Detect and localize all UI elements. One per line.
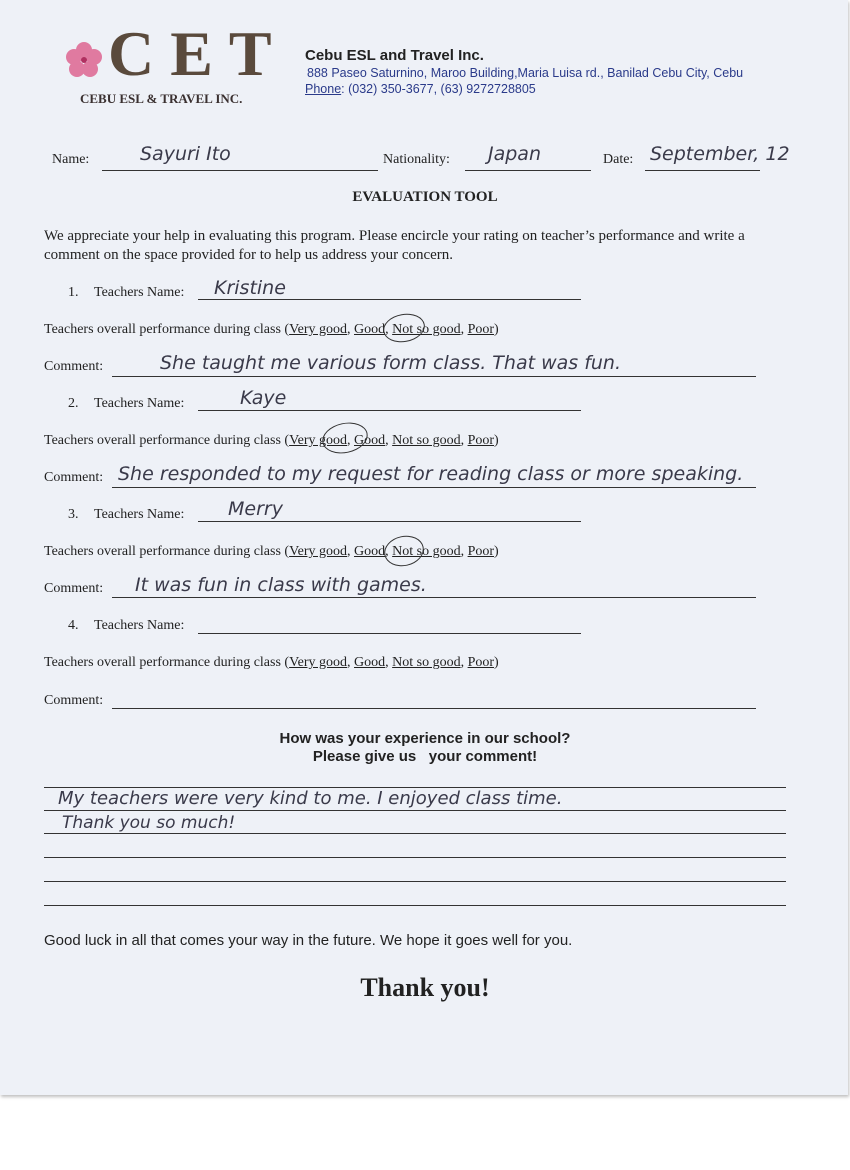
rating-poor[interactable]: Poor [467,322,495,337]
company-phone [305,82,536,96]
phone-label: Phone [305,82,342,96]
rating-not-so-good[interactable]: Not so good [392,433,461,448]
teacher-1-performance: Teachers overall performance during class (Very good, Good, Not so good, Poor) [44,322,499,337]
performance-label: Teachers overall performance during class ( [44,322,290,337]
teacher-1-comment[interactable]: She taught me various form class. That was fun. [160,352,622,374]
teacher-3-name-value[interactable]: Merry [228,498,283,520]
rating-good[interactable]: Good [354,655,386,670]
phone-numbers: : (032) 350-3677, (63) 9272728805 [341,82,536,96]
teacher-4-name-line[interactable] [198,633,581,634]
performance-label: Teachers overall performance during class ( [44,655,290,670]
teacher-3-name-line [198,521,581,522]
rating-not-so-good[interactable]: Not so good [392,322,461,337]
nationality-label: Nationality: [383,152,450,167]
teacher-1-name-value[interactable]: Kristine [214,277,286,299]
company-address: 888 Paseo Saturnino, Maroo Building,Maria Luisa rd., Banilad Cebu City, Cebu [307,66,744,80]
teacher-2-rating-circle [319,419,370,458]
name-value[interactable]: Sayuri Ito [140,143,231,165]
experience-answer-line1[interactable]: My teachers were very kind to me. I enjoyed class time. [58,788,563,809]
date-label: Date: [603,152,634,167]
experience-question-line2: Please give us your comment! [312,748,538,765]
rating-very-good[interactable]: Very good [289,544,348,559]
teacher-1-number: 1. [68,285,79,300]
rating-very-good[interactable]: Very good [289,322,348,337]
form-title: EVALUATION TOOL [352,189,498,205]
experience-line-5 [44,881,786,882]
teacher-1-comment-line [112,376,756,377]
teacher-4-name-label: Teachers Name: [94,618,185,633]
company-name: Cebu ESL and Travel Inc. [305,47,484,64]
teacher-2-comment[interactable]: She responded to my request for reading class or more speaking. [118,463,744,485]
experience-line-4 [44,857,786,858]
rating-not-so-good[interactable]: Not so good [392,655,461,670]
teacher-4-comment-label: Comment: [44,693,104,708]
teacher-4-comment-line[interactable] [112,708,756,709]
teacher-4-performance: Teachers overall performance during class (Very good, Good, Not so good, Poor) [44,655,499,670]
teacher-2-name-label: Teachers Name: [94,396,185,411]
name-line [102,170,378,171]
rating-poor[interactable]: Poor [467,544,495,559]
teacher-3-performance: Teachers overall performance during class (Very good, Good, Not so good, Poor) [44,544,499,559]
rating-very-good[interactable]: Very good [289,433,348,448]
teacher-3-comment-line [112,597,756,598]
teacher-1-comment-label: Comment: [44,359,104,374]
date-line [645,170,760,171]
teacher-2-name-line [198,410,581,411]
experience-question-line1: How was your experience in our school? [279,730,571,747]
footer-message: Good luck in all that comes your way in the future. We hope it goes well for you. [44,932,573,949]
thank-you-heading: Thank you! [360,973,490,1002]
teacher-2-comment-line [112,487,756,488]
teacher-3-comment[interactable]: It was fun in class with games. [135,574,427,596]
performance-label: Teachers overall performance during class ( [44,544,290,559]
teacher-3-rating-circle [381,532,426,570]
rating-poor[interactable]: Poor [467,433,495,448]
hibiscus-logo-icon [64,40,104,80]
name-label: Name: [52,152,90,167]
nationality-value[interactable]: Japan [488,143,541,165]
rating-poor[interactable]: Poor [467,655,495,670]
teacher-1-name-line [198,299,581,300]
experience-answer-line2[interactable]: Thank you so much! [62,813,236,833]
nationality-line [465,170,591,171]
teacher-1-name-label: Teachers Name: [94,285,185,300]
experience-line-6 [44,905,786,906]
rating-very-good[interactable]: Very good [289,655,348,670]
teacher-2-comment-label: Comment: [44,470,104,485]
logo-subtitle: CEBU ESL & TRAVEL INC. [80,91,243,106]
teacher-1-rating-circle [381,311,427,346]
teacher-2-number: 2. [68,396,79,411]
logo-wordmark: CET [108,18,288,89]
teacher-3-comment-label: Comment: [44,581,104,596]
experience-line-2 [44,810,786,811]
date-value[interactable]: September, 12 [650,143,790,165]
rating-not-so-good[interactable]: Not so good [392,544,461,559]
rating-good[interactable]: Good [354,322,386,337]
performance-label: Teachers overall performance during class ( [44,433,290,448]
form-intro: We appreciate your help in evaluating this program. Please encircle your rating on teacher’s performance and write a comment on the space provided for to help us address your concern. [44,228,745,263]
experience-line-3 [44,833,786,834]
teacher-4-number: 4. [68,618,79,633]
teacher-2-name-value[interactable]: Kaye [240,387,287,409]
teacher-2-performance: Teachers overall performance during class (Very good, Good, Not so good, Poor) [44,433,499,448]
rating-good[interactable]: Good [354,433,386,448]
teacher-3-number: 3. [68,507,79,522]
teacher-3-name-label: Teachers Name: [94,507,185,522]
rating-good[interactable]: Good [354,544,386,559]
